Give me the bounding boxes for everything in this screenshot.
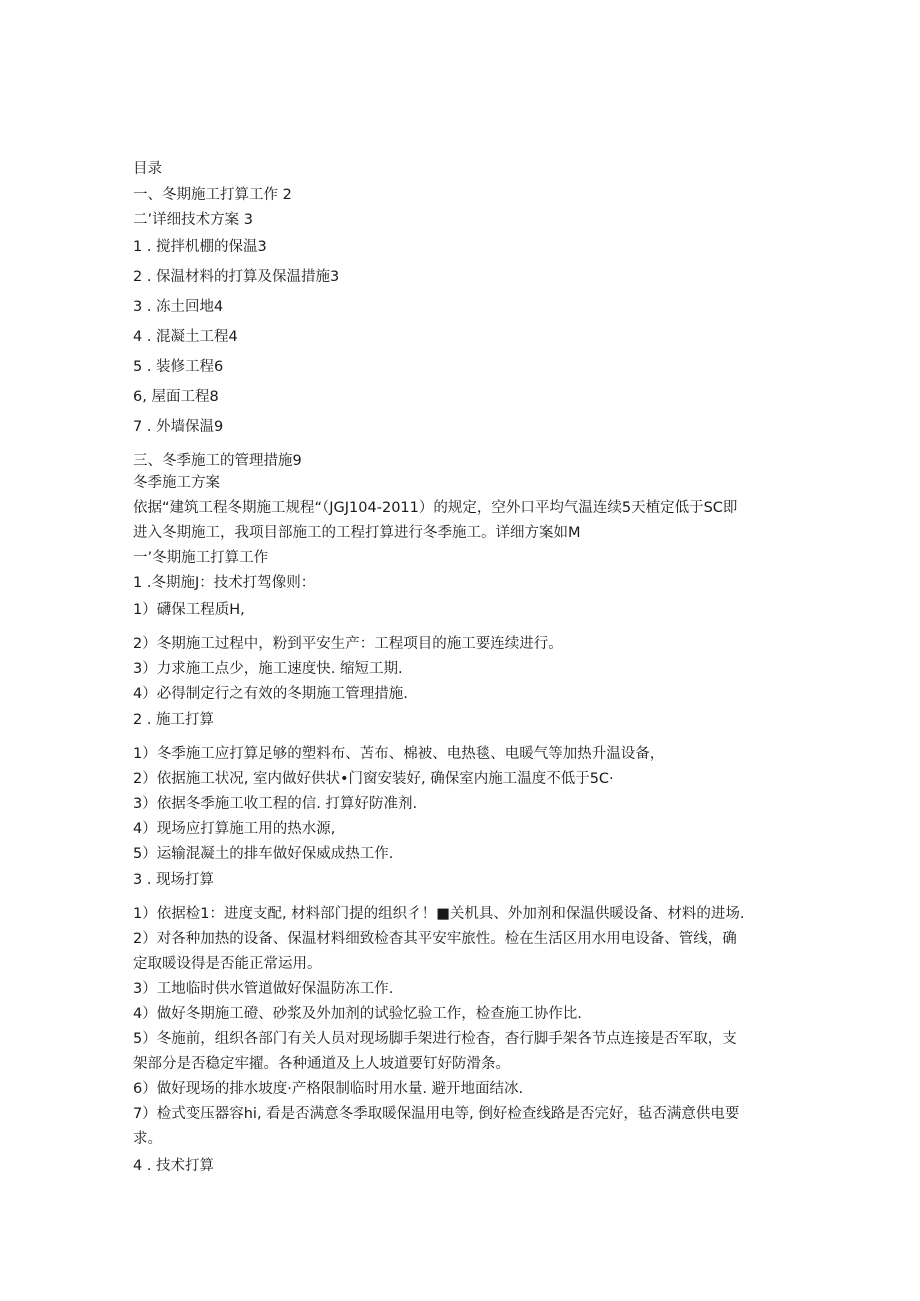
- list-item: 4）做好冬期施工磴、砂浆及外加剂的试验忆验工作，检查施工协作比.: [133, 1006, 582, 1022]
- list-item: 1）冬季施工应打算足够的塑料布、苫布、棉被、电热毯、电暖气等加热升温设备，: [133, 746, 665, 762]
- list-item: 2）冬期施工过程中，粉到平安生产：工程项目的施工要连续进行。: [133, 636, 563, 652]
- subsection-heading: 3 . 现场打算: [133, 872, 215, 888]
- list-item: 1）依据检1：进度支配, 材料部门提的组织彳！■关机具、外加剂和保温供暖设备、材料的进场.: [133, 906, 745, 922]
- toc-item: 2 . 保温材料的打算及保温措施3: [133, 269, 340, 285]
- list-item: 4）现场应打算施工用的热水源,: [133, 821, 336, 837]
- list-item: 4）必得制定行之有效的冬期施工管理措施.: [133, 686, 408, 702]
- paragraph-line: 依据“建筑工程冬期施工规程“（JGJ104-2011）的规定，空外口平均气温连续5天植定低于SC即: [133, 500, 738, 516]
- list-item-continued: 定取暖设得是否能正常运用。: [133, 956, 322, 972]
- paragraph-line: 进入冬期施工，我项目部施工的工程打算进行冬季施工。详细方案如M: [133, 525, 581, 541]
- list-item: 6）做好现场的排水坡度·产格限制临时用水量. 避开地面结冰.: [133, 1081, 524, 1097]
- toc-item: 4 . 混凝土工程4: [133, 329, 238, 345]
- toc-title: 目录: [133, 161, 162, 177]
- list-item: 2）依据施工状况, 室内做好供状•门窗安装好, 确保室内施工温度不低于5C·: [133, 771, 614, 787]
- toc-item: 一、冬期施工打算工作 2: [133, 187, 292, 203]
- list-item: 3）依据冬季施工收工程的信. 打算好防准剂.: [133, 796, 418, 812]
- list-item: 5）冬施前，组织各部门有关人员对现场脚手架进行检杳，杳行脚手架各节点连接是否军取，支: [133, 1031, 737, 1047]
- toc-item: 1 . 搅拌机棚的保温3: [133, 239, 267, 255]
- toc-item: 5 . 装修工程6: [133, 359, 224, 375]
- subsection-heading: 4 . 技术打算: [133, 1158, 215, 1174]
- section-title: 冬季施工方案: [133, 475, 220, 491]
- toc-item: 三、冬季施工的管理措施9: [133, 453, 302, 469]
- subsection-heading: 2 . 施工打算: [133, 712, 215, 728]
- toc-item: 3 . 冻土回地4: [133, 299, 224, 315]
- list-item: 3）力求施工点少，施工速度快. 缩短工期.: [133, 661, 403, 677]
- subsection-heading: 1 .冬期施J：技术打驾像则：: [133, 575, 316, 591]
- toc-item: 二’详细技术方案 3: [133, 212, 253, 228]
- list-item: 7）检式变压器容hi, 看是否满意冬季取暖保温用电等, 倒好检查线路是否完好，毡否满意供电要: [133, 1106, 740, 1122]
- list-item: 5）运输混凝土的排车做好保威成热工作.: [133, 846, 394, 862]
- toc-item: 6, 屋面工程8: [133, 389, 219, 405]
- section-heading: 一’冬期施工打算工作: [133, 550, 269, 566]
- toc-item: 7 . 外墙保温9: [133, 419, 224, 435]
- list-item-continued: 架部分是否稳定牢擢。各种通道及上人坡道要钉好防滑条。: [133, 1056, 510, 1072]
- list-item: 3）工地临时供水管道做好保温防冻工作.: [133, 981, 394, 997]
- list-item-continued: 求。: [133, 1131, 162, 1147]
- list-item: 2）对各种加热的设备、保温材料细致检杳其平安牢旅性。检在生活区用水用电设备、管线，确: [133, 931, 737, 947]
- list-item: 1）礴保工程质H,: [133, 602, 245, 618]
